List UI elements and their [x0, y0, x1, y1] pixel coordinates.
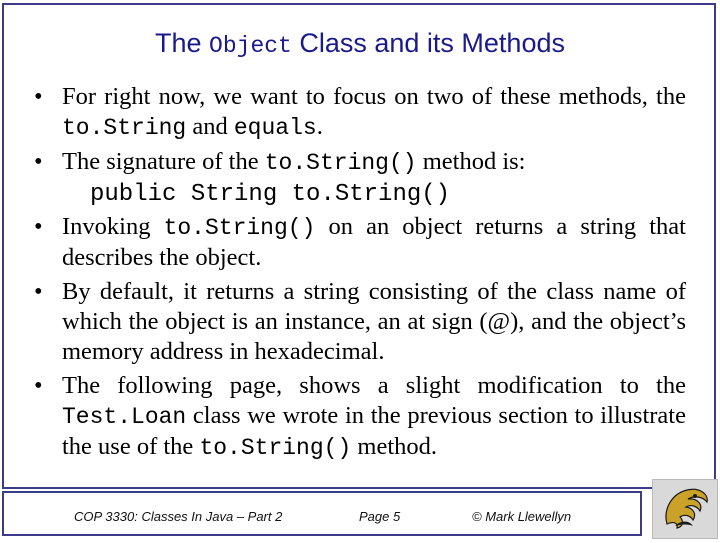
bullet-item	[34, 371, 686, 463]
bullet-item	[34, 82, 686, 143]
code-span: to.String()	[163, 215, 316, 241]
footer-copyright: © Mark Llewellyn	[472, 509, 572, 524]
bullet-text: method is:	[416, 148, 526, 175]
slide-footer	[2, 491, 642, 536]
code-span: to.String	[62, 115, 187, 141]
bullet-glyph: •	[34, 278, 43, 305]
bullet-glyph: •	[34, 83, 43, 110]
bullet-text: By default, it returns a string consisting of the class name of which the object is an instance, an at sign (@), and the object’s memory address in hexadecimal.	[62, 278, 686, 365]
code-span: equals	[233, 115, 317, 141]
bullet-text: Invoking	[62, 213, 164, 240]
slide-frame	[2, 3, 716, 489]
bullet-text: The signature of the	[62, 148, 265, 175]
footer-course: COP 3330: Classes In Java – Part 2	[74, 509, 283, 524]
bullet-item	[34, 212, 686, 273]
title-suffix: Class and its Methods	[291, 28, 565, 58]
bullet-glyph: •	[34, 148, 43, 175]
code-span: to.String()	[264, 150, 417, 176]
bullet-text: and	[186, 113, 234, 140]
bullet-list	[34, 82, 686, 463]
ucf-pegasus-logo-icon	[652, 479, 718, 539]
code-signature: public String to.String()	[90, 181, 451, 208]
code-span: Test.Loan	[62, 404, 187, 430]
title-prefix: The	[155, 28, 210, 58]
code-span: to.String()	[199, 435, 352, 461]
bullet-text: class we wrote in the previous section to illustrate the use of the	[62, 402, 686, 460]
bullet-text: .	[316, 113, 323, 140]
footer-page-number: Page 5	[359, 509, 401, 524]
bullet-glyph: •	[34, 372, 43, 399]
title-code: Object	[209, 33, 292, 59]
bullet-glyph: •	[34, 213, 43, 240]
bullet-text: on an object returns a string that describes the object.	[62, 213, 686, 271]
bullet-text: method.	[351, 433, 438, 460]
slide-title	[4, 26, 716, 63]
bullet-text: The following page, shows a slight modification to the	[62, 372, 686, 399]
bullet-item	[34, 147, 686, 178]
bullet-item	[34, 277, 686, 367]
logo-graphic	[653, 480, 717, 538]
bullet-text: For right now, we want to focus on two of these methods, the	[62, 83, 686, 110]
